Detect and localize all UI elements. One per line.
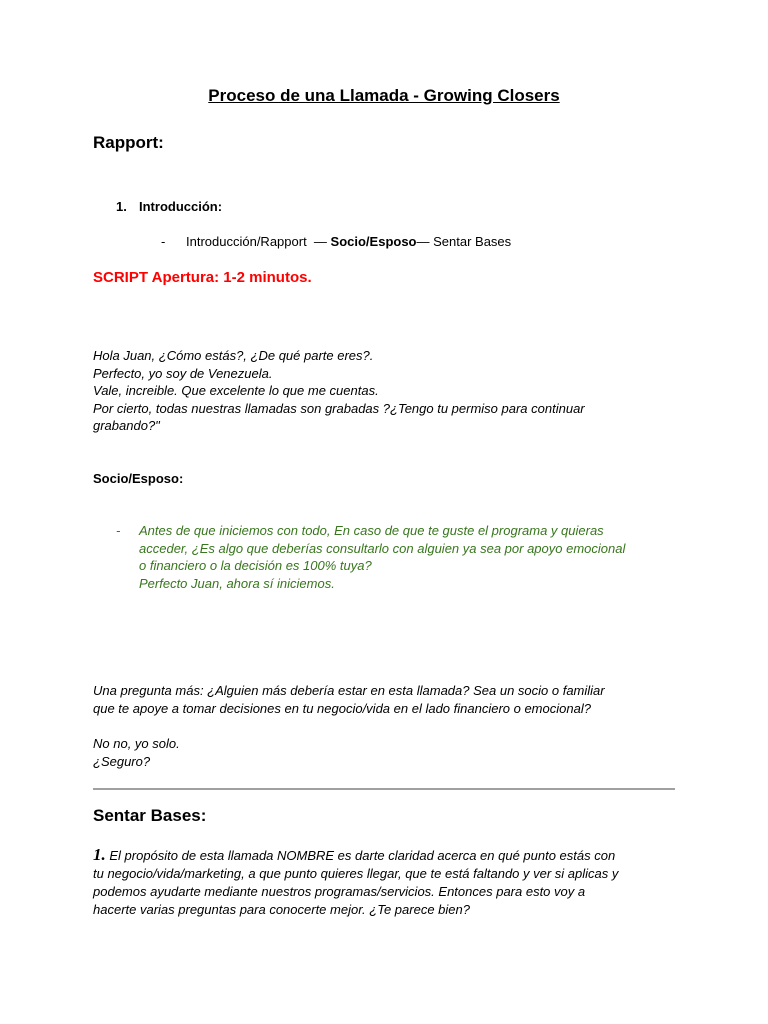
document-title: Proceso de una Llamada - Growing Closers [208, 86, 560, 105]
opening-line: Perfecto, yo soy de Venezuela. [93, 365, 273, 381]
bases-line: hacerte varias preguntas para conocerte mejor. ¿Te parece bien? [93, 902, 470, 917]
opening-line: Vale, increible. Que excelente lo que me cuentas. [93, 383, 379, 399]
socio-label: Socio/Esposo: [93, 471, 184, 486]
answer-paragraph [93, 735, 693, 770]
intro-subitem [161, 234, 511, 249]
intro-subitem-part1: Introducción/Rapport — [186, 234, 331, 249]
bases-number: 1. [93, 845, 106, 864]
answer-line: No no, yo solo. [93, 736, 180, 751]
question-line: Una pregunta más: ¿Alguien más debería estar en esta llamada? Sea un socio o familiar [93, 683, 605, 698]
dash-bullet: - [161, 234, 166, 249]
dash-bullet: - [116, 523, 121, 538]
script-heading: SCRIPT Apertura: 1-2 minutos. [93, 269, 312, 286]
socio-line: Antes de que iniciemos con todo, En caso de que te guste el programa y quieras [139, 523, 604, 538]
bases-line: El propósito de esta llamada NOMBRE es darte claridad acerca en qué punto estás con [105, 848, 616, 863]
rapport-heading: Rapport: [93, 133, 164, 152]
opening-line: grabando?" [93, 418, 160, 434]
socio-line: o financiero o la decisión es 100% tuya? [139, 558, 372, 574]
answer-line: ¿Seguro? [93, 753, 151, 769]
intro-subitem-bold: Socio/Esposo [330, 234, 417, 249]
socio-line: Perfecto Juan, ahora sí iniciemos. [139, 575, 335, 591]
horizontal-divider [93, 788, 675, 790]
intro-subitem-part2: — Sentar Bases [416, 234, 512, 249]
bases-line: tu negocio/vida/marketing, a que punto quieres llegar, que te está faltando y ver si aplicas y [93, 866, 619, 881]
extra-question-paragraph [93, 682, 693, 717]
opening-line: Por cierto, todas nuestras llamadas son grabadas ?¿Tengo tu permiso para continuar [93, 400, 585, 416]
opening-line: Hola Juan, ¿Cómo estás?, ¿De qué parte eres?. [93, 348, 374, 363]
intro-list-item [116, 199, 222, 214]
socio-line: acceder, ¿Es algo que deberías consultarlo con alguien ya sea por apoyo emocional [139, 540, 626, 556]
intro-label: Introducción: [139, 199, 223, 214]
bases-line: podemos ayudarte mediante nuestros programas/servicios. Entonces para esto voy a [93, 884, 586, 899]
bases-heading: Sentar Bases: [93, 806, 207, 825]
list-number: 1. [116, 199, 127, 214]
bases-paragraph [93, 846, 693, 919]
question-line: que te apoye a tomar decisiones en tu negocio/vida en el lado financiero o emocional? [93, 700, 591, 716]
opening-script-paragraph [93, 347, 693, 435]
